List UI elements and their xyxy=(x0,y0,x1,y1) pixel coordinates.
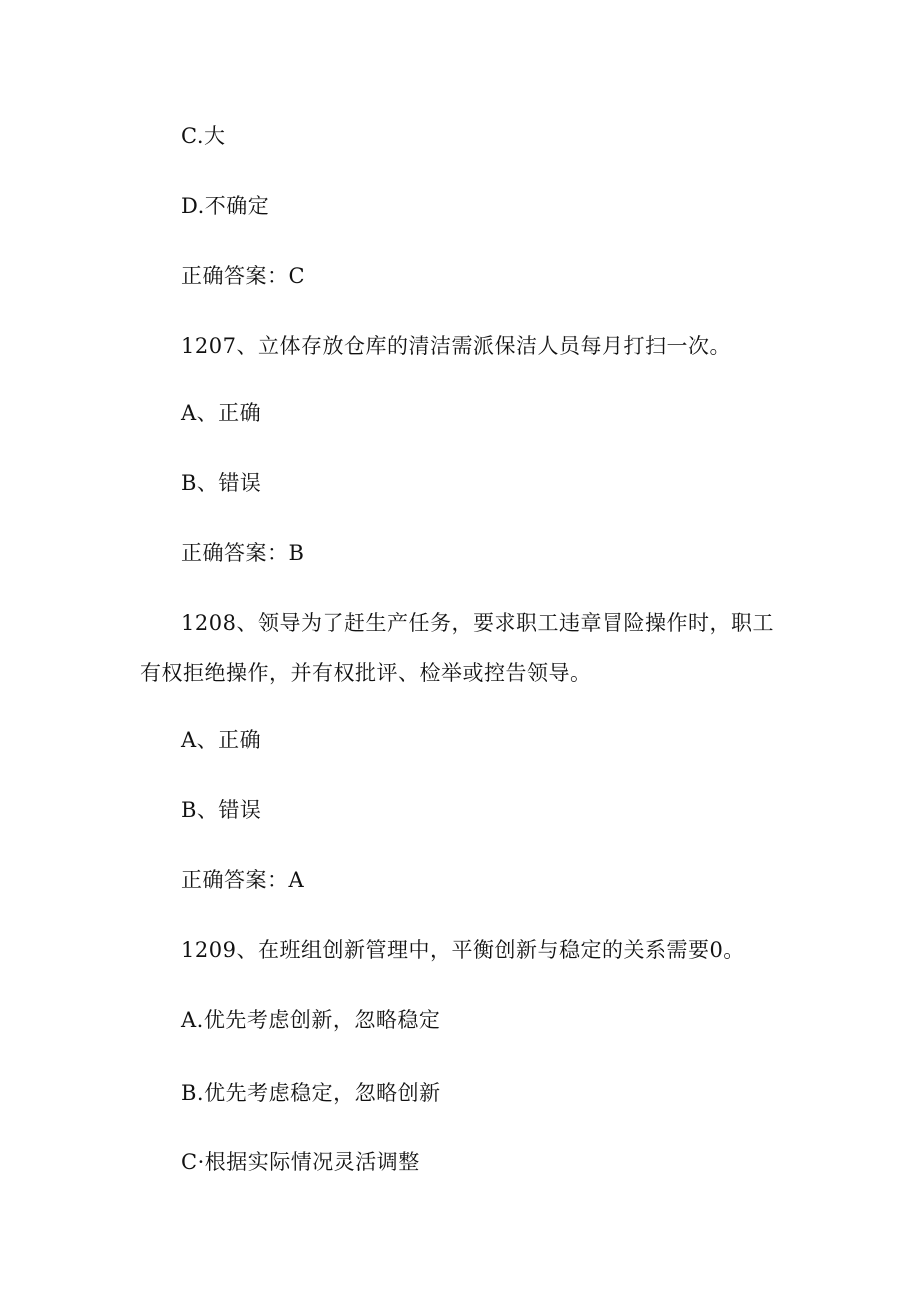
question-1207: 1207、立体存放仓库的清洁需派保洁人员每月打扫一次。 xyxy=(181,334,731,358)
option-d-prev: D.不确定 xyxy=(181,194,270,218)
option-b-1208: B、错误 xyxy=(181,798,262,822)
option-a-1207: A、正确 xyxy=(181,401,262,425)
answer-1208: 正确答案：A xyxy=(181,868,305,892)
question-1208-line1: 1208、领导为了赶生产任务，要求职工违章冒险操作时，职工 xyxy=(181,611,774,635)
question-1209: 1209、在班组创新管理中，平衡创新与稳定的关系需要0。 xyxy=(181,938,745,962)
question-1208-line2: 有权拒绝操作，并有权批评、检举或控告领导。 xyxy=(140,661,592,685)
option-a-1209: A.优先考虑创新，忽略稳定 xyxy=(181,1008,441,1032)
option-b-1209: B.优先考虑稳定，忽略创新 xyxy=(181,1081,441,1105)
option-c-1209: C·根据实际情况灵活调整 xyxy=(181,1150,420,1174)
option-c-prev: C.大 xyxy=(181,124,226,148)
answer-1207: 正确答案：B xyxy=(181,541,305,565)
answer-prev: 正确答案：C xyxy=(181,264,306,288)
option-a-1208: A、正确 xyxy=(181,728,262,752)
option-b-1207: B、错误 xyxy=(181,471,262,495)
